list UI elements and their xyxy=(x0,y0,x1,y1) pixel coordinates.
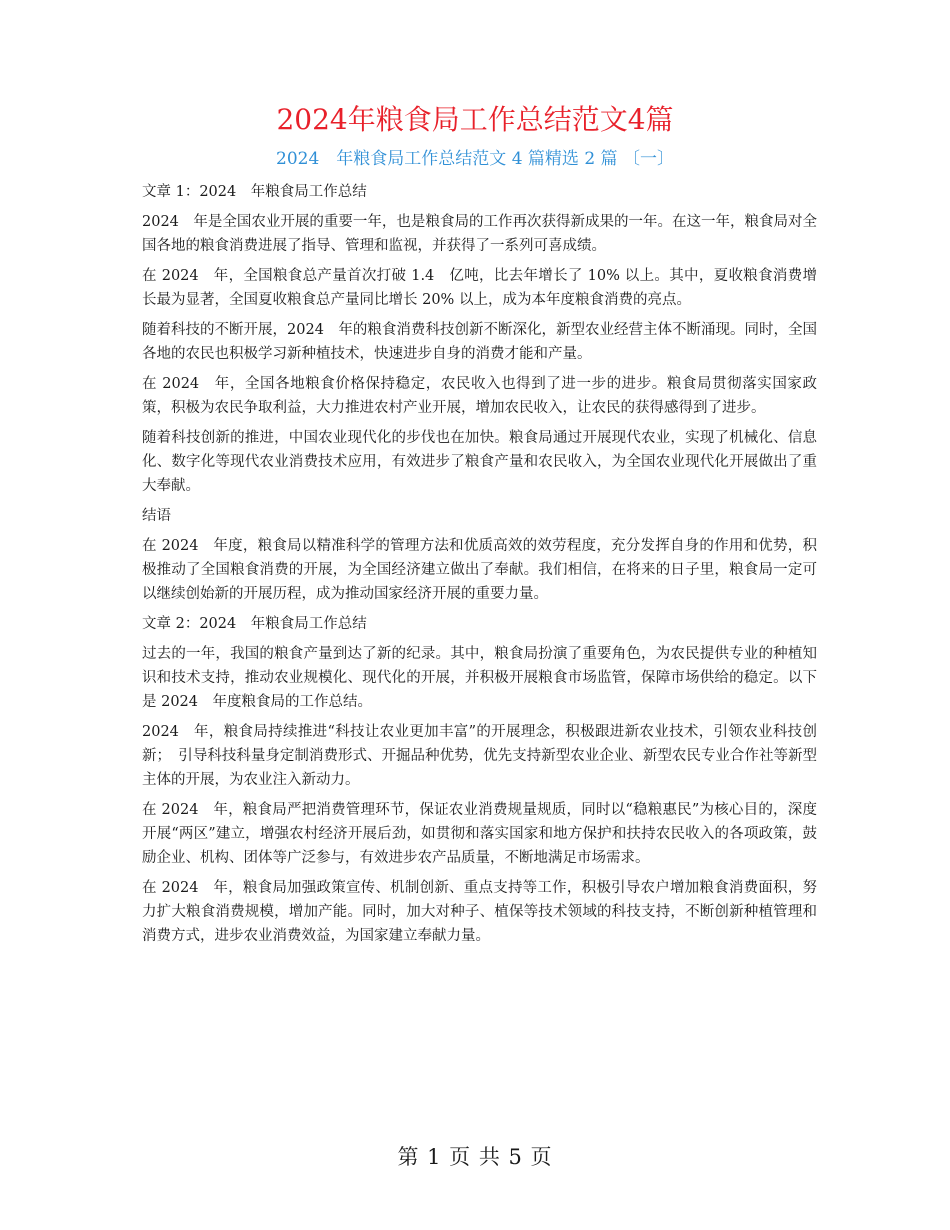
paragraph: 随着科技创新的推进，中国农业现代化的步伐也在加快。粮食局通过开展现代农业，实现了机械化、信息化、数字化等现代农业消费技术应用，有效进步了粮食产量和农民收入，为全国农业现代化开展做出了重大奉献。 xyxy=(142,430,817,494)
paragraph: 在 2024 年度，粮食局以精准科学的管理方法和优质高效的效劳程度，充分发挥自身的作用和优势，积极推动了全国粮食消费的开展，为全国经济建立做出了奉献。我们相信，在将来的日子里，粮食局一定可以继续创始新的开展历程，成为推动国家经济开展的重要力量。 xyxy=(142,538,817,602)
document-body xyxy=(142,180,817,954)
paragraph: 在 2024 年，全国粮食总产量首次打破 1.4 亿吨，比去年增长了 10% 以上。其中，夏收粮食消费增长最为显著，全国夏收粮食总产量同比增长 20% 以上，成为本年度粮食消费的亮点。 xyxy=(142,268,817,308)
paragraph: 过去的一年，我国的粮食产量到达了新的纪录。其中，粮食局扮演了重要角色，为农民提供专业的种植知识和技术支持，推动农业规模化、现代化的开展，并积极开展粮食市场监管，保障市场供给的稳定。以下是 2024 年度粮食局的工作总结。 xyxy=(142,646,817,710)
paragraph: 在 2024 年，粮食局加强政策宣传、机制创新、重点支持等工作，积极引导农户增加粮食消费面积，努力扩大粮食消费规模，增加产能。同时，加大对种子、植保等技术领域的科技支持，不断创新种植管理和消费方式，进步农业消费效益，为国家建立奉献力量。 xyxy=(142,880,817,944)
document-title: 2024年粮食局工作总结范文4篇 xyxy=(276,103,674,136)
paragraph: 在 2024 年，粮食局严把消费管理环节，保证农业消费规量规质，同时以“稳粮惠民”为核心目的，深度开展“两区”建立，增强农村经济开展后劲，如贯彻和落实国家和地方保护和扶持农民收入的各项政策，鼓励企业、机构、团体等广泛参与，有效进步农产品质量，不断地满足市场需求。 xyxy=(142,802,817,866)
document-subtitle: 2024 年粮食局工作总结范文 4 篇精选 2 篇 〔一〕 xyxy=(276,149,674,169)
paragraph: 2024 年，粮食局持续推进“科技让农业更加丰富”的开展理念，积极跟进新农业技术，引领农业科技创新； 引导科技科量身定制消费形式、开掘品种优势，优先支持新型农业企业、新型农民专业合作社等新型主体的开展，为农业注入新动力。 xyxy=(142,724,817,788)
conclusion-heading: 结语 xyxy=(142,508,171,524)
article-1-heading: 文章 1：2024 年粮食局工作总结 xyxy=(142,184,367,200)
page-number: 第 1 页 共 5 页 xyxy=(397,1145,553,1169)
article-2-heading: 文章 2：2024 年粮食局工作总结 xyxy=(142,616,367,632)
paragraph: 在 2024 年，全国各地粮食价格保持稳定，农民收入也得到了进一步的进步。粮食局贯彻落实国家政策，积极为农民争取利益，大力推进农村产业开展，增加农民收入，让农民的获得感得到了进步。 xyxy=(142,376,817,416)
paragraph: 2024 年是全国农业开展的重要一年，也是粮食局的工作再次获得新成果的一年。在这一年，粮食局对全国各地的粮食消费进展了指导、管理和监视，并获得了一系列可喜成绩。 xyxy=(142,214,817,254)
paragraph: 随着科技的不断开展，2024 年的粮食消费科技创新不断深化，新型农业经营主体不断涌现。同时，全国各地的农民也积极学习新种植技术，快速进步自身的消费才能和产量。 xyxy=(142,322,817,362)
